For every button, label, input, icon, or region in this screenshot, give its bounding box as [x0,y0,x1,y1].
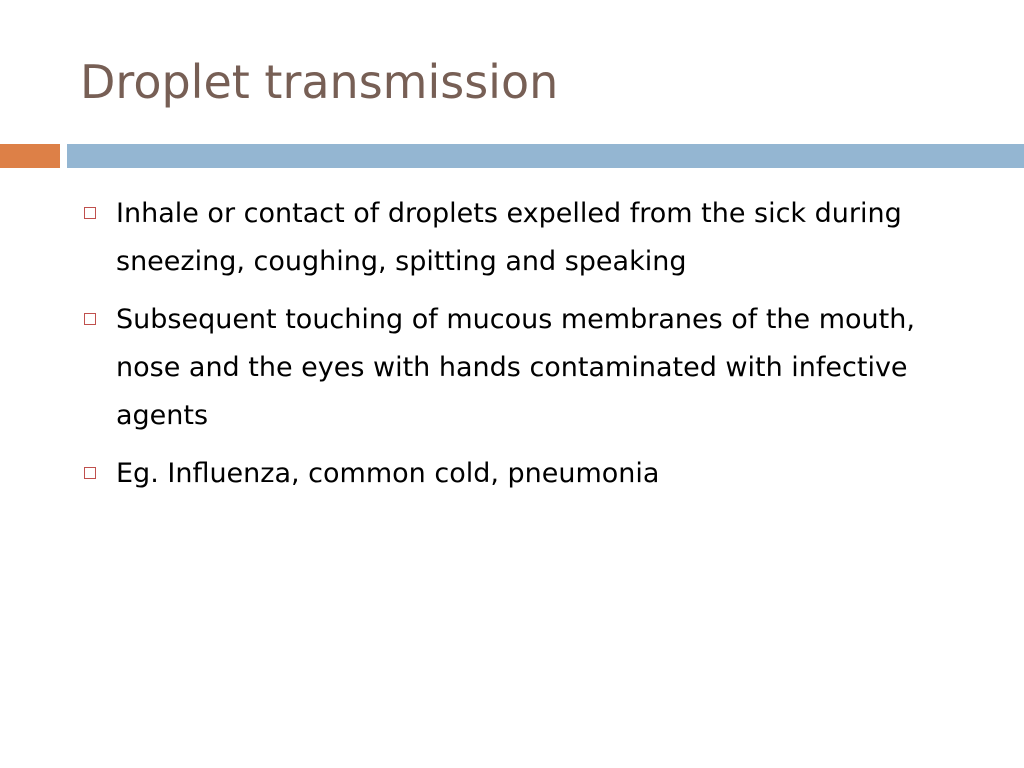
bullet-text: Subsequent touching of mucous membranes of the mouth, nose and the eyes with hands contaminated with infective agents [116,304,915,431]
bullet-list [80,190,980,508]
bullet-item [80,190,980,286]
square-bullet-icon [84,467,96,479]
square-bullet-icon [84,207,96,219]
slide-title: Droplet transmission [80,55,559,109]
bullet-item [80,450,980,498]
bullet-text: Eg. Influenza, common cold, pneumonia [116,458,660,489]
bullet-item [80,296,980,440]
accent-bar [0,144,60,168]
square-bullet-icon [84,313,96,325]
title-underline-bar [67,144,1024,168]
bullet-text: Inhale or contact of droplets expelled from the sick during sneezing, coughing, spitting and speaking [116,198,902,277]
